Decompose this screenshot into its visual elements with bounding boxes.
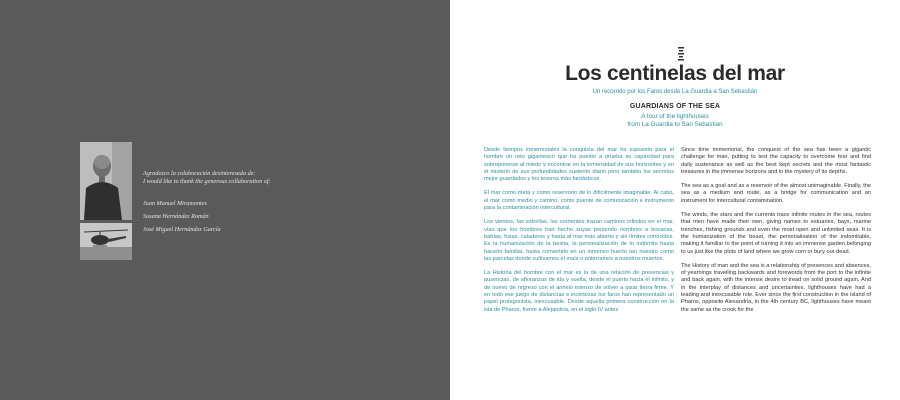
english-paragraph: The winds, the stars and the currents trace infinite routes in the sea, routes that men have made their own, giving names to estuaries, bays, marine trenches, fishing grounds and even the most open and unlimited seas. It is the humanization of the beast, the personalisation of the indomitable, making it familiar to the point of turning it into an immense garden belonging to us just like the plots of land where we grow corn or bury our dead.	[681, 212, 871, 255]
lighthouse-logo-icon	[676, 47, 686, 61]
names-list	[143, 200, 403, 234]
english-subtitle	[450, 113, 900, 129]
acknowledgement-es: Agradezco la colaboración desinteresada de:	[143, 170, 256, 177]
english-subtitle-line-2: from La Guardia to San Sebastian	[627, 121, 723, 128]
helicopter-photo	[80, 223, 132, 260]
acknowledgement-en: I would like to thank the generous collaboration of:	[143, 178, 271, 185]
name-item: Juan Manuel Miramontes	[143, 200, 207, 207]
page-title: Los centinelas del mar	[565, 62, 785, 85]
spanish-paragraph: Los vientos, las estrellas, las corrientes trazan caminos infinitos en el mar, vías que los hombres han hecho suyas poniendo nombres a bocanas, bahías, fosas, caladeros y hasta al mar más abierto y sin límites conocidos. Es la humanización de la bestia, la personalización de lo indómito hasta hacerlo familiar, hasta convertirlo en un inmenso huerto tan nuestro como las parcelas donde cultivamos el maíz o enterramos a nuestros muertos.	[484, 219, 674, 262]
spanish-paragraph: Desde tiempos inmemoriales la conquista del mar ha supuesto para el hombre un reto gigantesco que ha puesto a prueba su capacidad para sobreponerse al miedo y encontrar en la inmensidad de sus horizontes y en el misterio de sus profundidades sustento diario pero también los secretos mejor guardados y los tesoros más fantásticos.	[484, 147, 674, 183]
page-subtitle: Un recorrido por los Faros desde La Guardia a San Sebastián	[592, 89, 758, 95]
english-paragraph: The History of man and the sea is a relationship of presences and absences, of yearnings travelling backwards and forewords from the port to the infinite and back again, with the intense desire to tread on solid ground again. And in the interplay of distances and uncertainties, lighthouses have had a leading and inexcusable role. Ever since the first construction in the island of Pharos, opposite Alexandria, in the 4th century BC, lighthouses have meant the same as the crook for the	[681, 262, 871, 313]
portrait-photo	[80, 142, 132, 220]
name-item: José Miguel Hernández García	[143, 226, 221, 233]
spanish-text-column	[484, 147, 674, 321]
acknowledgements	[143, 170, 403, 239]
english-paragraph: The sea as a goal and as a reservoir of the almost unimaginable. Finally, the sea as a medium and route, as a bridge for communication and an instrument for intercultural contamination.	[681, 183, 871, 204]
spanish-paragraph: El mar como meta y como reservorio de lo difícilmente imaginable. Al cabo, el mar como medio y camino, como puente de comunicación e instrumento para la contaminación intercultural.	[484, 190, 674, 212]
english-text-column	[681, 147, 871, 321]
english-paragraph: Since time immemorial, the conquest of the sea has been a gigantic challenge for man, putting to test the capacity to overcome fear and find daily sustenance as well as the best kept secrets and the most fantastic treasures in the immense horizons and in the mystery of its depths.	[681, 147, 871, 175]
english-subtitle-line-1: A tour of the lighthouses	[641, 113, 709, 120]
name-item: Susana Hernández Román	[143, 213, 209, 220]
spanish-paragraph: La Historia del hombre con el mar es la de una relación de presencias y ausencias, de añoranzas de ida y vuelta, desde el puerto hacia el infinito, y de nuevo de regreso con el anhelo intenso de volver a pisar tierra firme. Y en todo ese juego de distancias e incertezas los faros han representado un papel protagonista, inexcusable. Desde aquella primera construcción en la isla de Pharos, frente a Alejandría, en el siglo IV antes	[484, 270, 674, 313]
english-title: GUARDIANS OF THE SEA	[629, 103, 721, 110]
